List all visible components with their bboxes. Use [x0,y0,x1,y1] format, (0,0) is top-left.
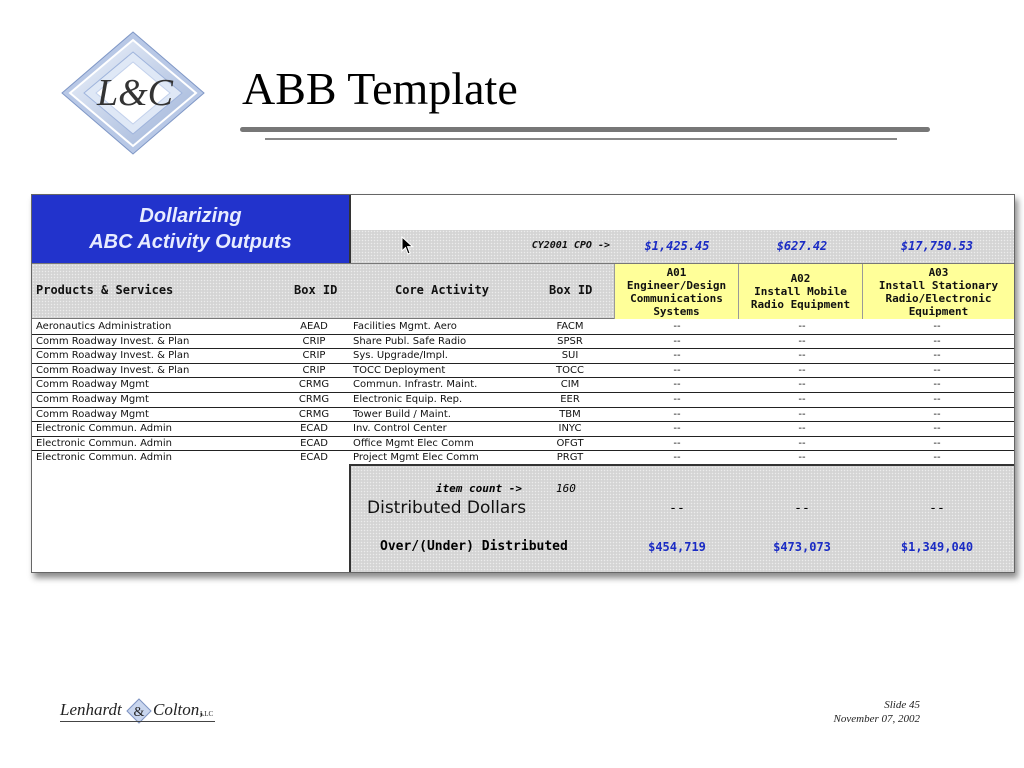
table-cell-abox: TOCC [556,364,584,376]
cpo-label: CY2001 CPO -> [531,240,610,251]
table-cell-activity: Sys. Upgrade/Impl. [353,350,448,362]
table-cell-abox: SUI [561,350,579,362]
table-cell-product: Electronic Commun. Admin [36,423,172,435]
spreadsheet-image [31,194,1015,573]
table-cell-v1: -- [673,379,681,391]
table-cell-box: ECAD [300,437,328,449]
table-cell-v1: -- [673,437,681,449]
table-cell-abox: OFGT [556,437,584,449]
table-cell-product: Aeronautics Administration [36,321,172,332]
table-cell-abox: CIM [560,379,580,391]
slide-date: November 07, 2002 [833,713,920,725]
table-cell-v3: -- [933,350,941,362]
table-cell-v2: -- [798,452,806,464]
activity-code: A03 [928,265,949,279]
activity-code: A02 [790,272,811,285]
cpo-value: $1,425.45 [644,239,710,253]
table-cell-v1: -- [673,452,681,464]
summary-blank [32,464,349,572]
activity-header-a03 [862,264,1014,319]
table-cell-v2: -- [798,379,806,391]
item-count-value: 160 [556,482,576,495]
table-cell-box: CRIP [302,335,326,347]
slide-info [834,698,920,726]
slide-title: ABB Template [242,63,518,114]
table-cell-v1: -- [673,394,681,405]
header-box-id: Box ID [294,283,338,297]
table-cell-v2: -- [798,423,806,435]
table-cell-v2: -- [798,437,806,449]
table-cell-activity: Project Mgmt Elec Comm [353,452,479,464]
table-cell-box: AEAD [300,321,328,332]
table-cell-abox: PRGT [556,452,584,464]
table-cell-v3: -- [933,394,941,405]
table-cell-v3: -- [933,423,941,435]
table-cell-product: Electronic Commun. Admin [36,437,172,449]
table-cell-v3: -- [933,437,941,449]
table-cell-activity: Electronic Equip. Rep. [353,394,463,405]
cpo-value: $627.42 [776,239,828,253]
activity-name-line: Systems [653,304,700,318]
header-core-activity: Core Activity [395,283,489,297]
table-cell-product: Comm Roadway Invest. & Plan [36,335,190,347]
panel-title-line2: ABC Activity Outputs [89,231,292,253]
table-cell-product: Comm Roadway Invest. & Plan [36,364,190,376]
activity-name-line: Communications [630,291,723,305]
table-cell-v1: -- [673,408,681,420]
distributed-value: -- [794,501,810,516]
header-products: Products & Services [36,283,174,297]
table-cell-box: ECAD [300,452,328,464]
over-under-value: $473,073 [773,540,831,554]
distributed-value: -- [929,501,945,516]
table-cell-activity: Inv. Control Center [353,423,447,435]
table-cell-activity: Tower Build / Maint. [353,408,451,420]
table-cell-abox: SPSR [557,335,583,347]
summary-band [349,464,1014,572]
footer-logo-underline [60,721,215,722]
table-cell-product: Electronic Commun. Admin [36,452,172,464]
table-cell-v3: -- [933,452,941,464]
table-cell-v1: -- [673,321,681,332]
title-rule-thin [265,138,897,140]
table-cell-abox: FACM [556,321,584,332]
footer-logo [60,698,220,728]
table-cell-box: CRMG [298,394,330,405]
activity-name-line: Install Mobile [754,285,847,298]
table-cell-v3: -- [933,321,941,332]
table-cell-activity: Office Mgmt Elec Comm [353,437,474,449]
table-cell-box: CRMG [298,408,330,420]
table-cell-product: Comm Roadway Mgmt [36,408,149,420]
table-cell-box: CRMG [298,379,330,391]
activity-name-line: Radio Equipment [750,298,851,311]
table-cell-abox: INYC [558,423,582,435]
table-cell-v1: -- [673,423,681,435]
slide-number: Slide 45 [884,699,920,711]
table-cell-v2: -- [798,350,806,362]
table-cell-v2: -- [798,394,806,405]
header-activity-box-id: Box ID [549,283,593,297]
footer-logo-right: Colton, [153,700,204,719]
activity-name-line: Equipment [908,304,969,318]
table-cell-v2: -- [798,364,806,376]
activity-header-a01 [614,264,738,319]
table-cell-box: ECAD [300,423,328,435]
table-cell-activity: Share Publ. Safe Radio [353,335,467,347]
over-under-label: Over/(Under) Distributed [380,539,568,554]
footer-logo-suffix: LLC [200,710,214,718]
over-under-value: $1,349,040 [900,540,974,554]
distributed-dollars-label: Distributed Dollars [367,498,527,518]
table-cell-v1: -- [673,350,681,362]
table-cell-v2: -- [798,408,806,420]
footer-logo-amp: & [133,705,145,720]
over-under-value: $454,719 [648,540,706,554]
mouse-pointer-icon [401,236,415,256]
table-cell-product: Comm Roadway Invest. & Plan [36,350,190,362]
table-cell-abox: TBM [559,408,581,420]
activity-name-line: Engineer/Design [626,278,727,292]
table-cell-box: CRIP [302,364,326,376]
cpo-value: $17,750.53 [900,239,974,253]
divider [349,195,351,263]
table-cell-v2: -- [798,321,806,332]
activity-header-a02 [738,264,862,319]
table-cell-v1: -- [673,364,681,376]
table-cell-box: CRIP [302,350,326,362]
logo-text: L&C [96,72,174,114]
table-cell-activity: Facilities Mgmt. Aero [353,321,457,332]
footer-logo-left: Lenhardt [60,700,122,719]
activity-name-line: Radio/Electronic [885,291,992,305]
table-cell-activity: Commun. Infrastr. Maint. [353,379,478,391]
table-cell-activity: TOCC Deployment [353,364,446,376]
lc-logo [58,28,208,158]
distributed-value: -- [669,501,685,516]
title-rule-thick [240,127,930,132]
table-cell-v3: -- [933,364,941,376]
table-cell-product: Comm Roadway Mgmt [36,379,149,391]
table-cell-product: Comm Roadway Mgmt [36,394,149,405]
activity-code: A01 [666,265,687,279]
table-cell-v2: -- [798,335,806,347]
table-cell-abox: EER [560,394,580,405]
table-cell-v1: -- [673,335,681,347]
panel-title-line1: Dollarizing [139,205,242,227]
table-cell-v3: -- [933,408,941,420]
item-count-label: item count -> [435,482,522,495]
activity-name-line: Install Stationary [878,278,999,292]
table-cell-v3: -- [933,379,941,391]
table-cell-v3: -- [933,335,941,347]
